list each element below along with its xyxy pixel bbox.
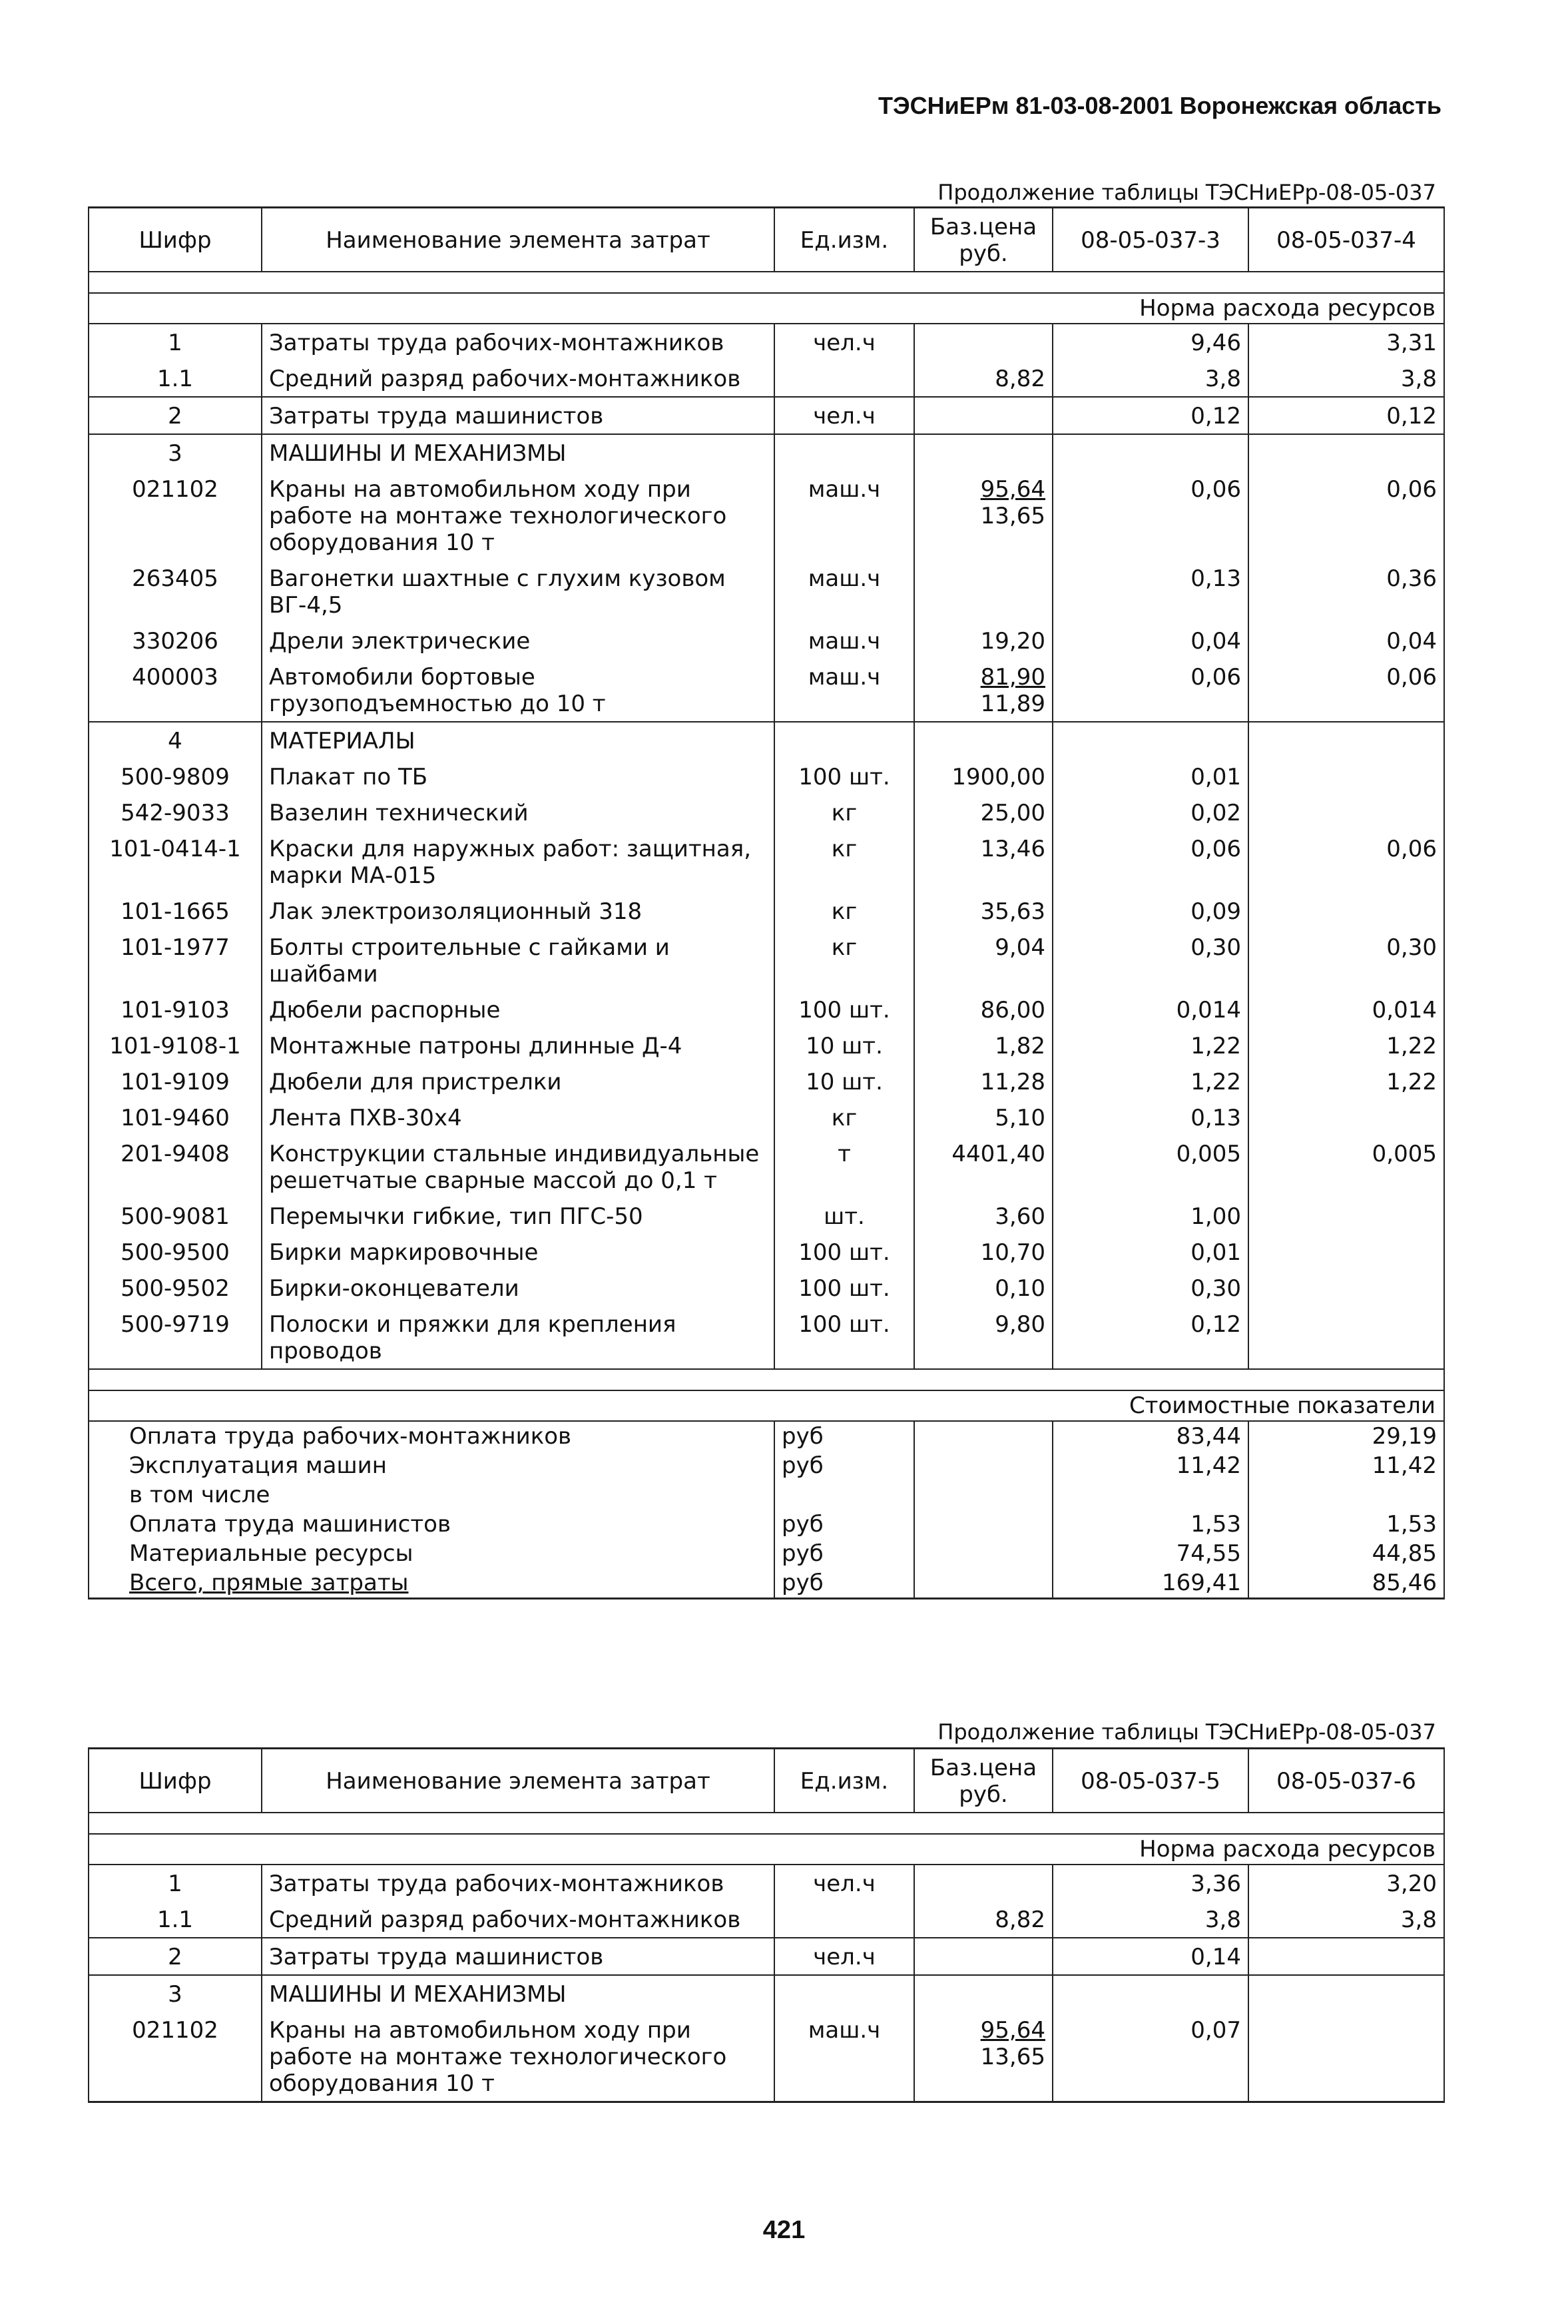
header-price: Баз.цена руб. <box>914 208 1053 272</box>
table-row <box>89 830 1444 893</box>
cost-price <box>914 1480 1053 1510</box>
cost-price <box>914 1510 1053 1539</box>
cell-unit: шт. <box>774 1198 914 1234</box>
cost-price <box>914 1539 1053 1568</box>
cost-unit: руб <box>774 1421 914 1451</box>
cell-col3: 0,13 <box>1053 1099 1248 1135</box>
cell-col3: 0,30 <box>1053 929 1248 992</box>
cell-name: Средний разряд рабочих-монтажников <box>262 1901 774 1938</box>
cell-col4 <box>1248 1234 1444 1270</box>
cell-col4 <box>1248 1198 1444 1234</box>
cell-code: 2 <box>89 1938 262 1975</box>
cost-row <box>89 1568 1444 1599</box>
cost-col3: 1,53 <box>1053 1510 1248 1539</box>
cell-unit: маш.ч <box>774 2012 914 2102</box>
cell-col4 <box>1248 1099 1444 1135</box>
cost-col3: 74,55 <box>1053 1539 1248 1568</box>
cell-unit: 10 шт. <box>774 1063 914 1099</box>
table-row <box>89 1865 1444 1901</box>
cost-row <box>89 1480 1444 1510</box>
cell-name: Вагонетки шахтные с глухим кузовом ВГ-4,5 <box>262 560 774 623</box>
cell-price <box>914 1865 1053 1901</box>
cell-col4: 3,20 <box>1248 1865 1444 1901</box>
cell-price: 19,20 <box>914 623 1053 659</box>
cell-name: Лента ПХВ-30x4 <box>262 1099 774 1135</box>
cost-col4 <box>1248 1480 1444 1510</box>
table-row <box>89 397 1444 434</box>
header-unit: Ед.изм. <box>774 1749 914 1813</box>
cell-code: 1 <box>89 1865 262 1901</box>
header-unit: Ед.изм. <box>774 208 914 272</box>
cell-unit: маш.ч <box>774 659 914 722</box>
table-row <box>89 1234 1444 1270</box>
cell-name: Полоски и пряжки для крепления проводов <box>262 1306 774 1369</box>
cell-code: 263405 <box>89 560 262 623</box>
cost-unit: руб <box>774 1451 914 1480</box>
cell-code: 400003 <box>89 659 262 722</box>
cell-code: 500-9500 <box>89 1234 262 1270</box>
cell-col4 <box>1248 434 1444 471</box>
cell-col4: 1,22 <box>1248 1027 1444 1063</box>
cell-code: 330206 <box>89 623 262 659</box>
cell-name: Вазелин технический <box>262 794 774 830</box>
cell-unit: 100 шт. <box>774 1270 914 1306</box>
table-row <box>89 1306 1444 1369</box>
cell-code: 500-9502 <box>89 1270 262 1306</box>
cell-price-machinist: 13,65 <box>980 2044 1045 2070</box>
cell-code: 500-9719 <box>89 1306 262 1369</box>
cell-unit: маш.ч <box>774 623 914 659</box>
cost-name: Эксплуатация машин <box>89 1451 774 1480</box>
cell-name: Затраты труда рабочих-монтажников <box>262 324 774 360</box>
cell-name: Болты строительные с гайками и шайбами <box>262 929 774 992</box>
header-col3: 08-05-037-5 <box>1053 1749 1248 1813</box>
cost-name: Оплата труда рабочих-монтажников <box>89 1421 774 1451</box>
cell-unit: 100 шт. <box>774 1306 914 1369</box>
blank-row <box>89 272 1444 293</box>
norm-section-label: Норма расхода ресурсов <box>89 293 1444 324</box>
cell-price-main: 95,64 <box>980 2017 1045 2044</box>
cell-col3: 3,8 <box>1053 360 1248 397</box>
cell-name: Конструкции стальные индивидуальные решетчатые сварные массой до 0,1 т <box>262 1135 774 1198</box>
cell-col3: 0,09 <box>1053 893 1248 929</box>
cell-code: 101-9108-1 <box>89 1027 262 1063</box>
cell-unit <box>774 1901 914 1938</box>
table1-continuation-label: Продолжение таблицы ТЭСНиЕРр-08-05-037 <box>937 180 1436 205</box>
cell-code: 4 <box>89 722 262 758</box>
cost-unit: руб <box>774 1539 914 1568</box>
table-row <box>89 1135 1444 1198</box>
cell-price: 0,10 <box>914 1270 1053 1306</box>
header-col4: 08-05-037-4 <box>1248 208 1444 272</box>
cell-col4 <box>1248 1306 1444 1369</box>
cell-code: 1.1 <box>89 360 262 397</box>
cell-code: 101-9460 <box>89 1099 262 1135</box>
cell-unit: чел.ч <box>774 397 914 434</box>
cell-col4: 0,06 <box>1248 659 1444 722</box>
cell-price <box>914 2012 1053 2102</box>
cost-col4: 85,46 <box>1248 1568 1444 1599</box>
cell-unit: маш.ч <box>774 560 914 623</box>
table-row <box>89 1099 1444 1135</box>
norm-section-label: Норма расхода ресурсов <box>89 1834 1444 1865</box>
cell-col4 <box>1248 1270 1444 1306</box>
cell-col3: 0,13 <box>1053 560 1248 623</box>
cell-col3: 0,14 <box>1053 1938 1248 1975</box>
cost-row <box>89 1539 1444 1568</box>
cell-price-machinist: 11,89 <box>980 691 1045 717</box>
cell-col4: 3,8 <box>1248 1901 1444 1938</box>
cost-unit: руб <box>774 1510 914 1539</box>
cell-col4: 0,06 <box>1248 471 1444 560</box>
table-row <box>89 659 1444 722</box>
cell-col4 <box>1248 794 1444 830</box>
cost-price <box>914 1568 1053 1599</box>
cell-col3: 9,46 <box>1053 324 1248 360</box>
cell-code: 1 <box>89 324 262 360</box>
cell-col3: 3,8 <box>1053 1901 1248 1938</box>
cell-col3: 0,07 <box>1053 2012 1248 2102</box>
table-row <box>89 893 1444 929</box>
cell-price: 35,63 <box>914 893 1053 929</box>
cost-unit <box>774 1480 914 1510</box>
cell-col3: 0,06 <box>1053 830 1248 893</box>
header-col3: 08-05-037-3 <box>1053 208 1248 272</box>
cell-name: Бирки маркировочные <box>262 1234 774 1270</box>
cell-unit: чел.ч <box>774 1865 914 1901</box>
cell-name: Бирки-оконцеватели <box>262 1270 774 1306</box>
cell-col3: 1,22 <box>1053 1027 1248 1063</box>
cell-col3 <box>1053 434 1248 471</box>
cell-name: МАШИНЫ И МЕХАНИЗМЫ <box>262 1975 774 2012</box>
cell-code: 021102 <box>89 2012 262 2102</box>
table-row <box>89 1938 1444 1975</box>
cell-price: 1900,00 <box>914 758 1053 794</box>
cell-col4: 1,22 <box>1248 1063 1444 1099</box>
cell-price: 1,82 <box>914 1027 1053 1063</box>
cell-name: Автомобили бортовые грузоподъемностью до 10 т <box>262 659 774 722</box>
header-price: Баз.цена руб. <box>914 1749 1053 1813</box>
cell-price: 8,82 <box>914 1901 1053 1938</box>
cell-name: Краны на автомобильном ходу при работе на монтаже технологического оборудования 10 т <box>262 471 774 560</box>
cell-price <box>914 324 1053 360</box>
table-row <box>89 1063 1444 1099</box>
cell-col4: 3,31 <box>1248 324 1444 360</box>
cell-unit <box>774 434 914 471</box>
cost-name: в том числе <box>89 1480 774 1510</box>
norm-section-row <box>89 1834 1444 1865</box>
header-code: Шифр <box>89 208 262 272</box>
table-row <box>89 794 1444 830</box>
cell-price: 4401,40 <box>914 1135 1053 1198</box>
cost-row <box>89 1451 1444 1480</box>
cell-price <box>914 397 1053 434</box>
cell-price: 10,70 <box>914 1234 1053 1270</box>
table-row <box>89 1901 1444 1938</box>
cost-row <box>89 1510 1444 1539</box>
cell-unit: 100 шт. <box>774 758 914 794</box>
cell-price: 86,00 <box>914 992 1053 1027</box>
cell-code: 201-9408 <box>89 1135 262 1198</box>
cell-name: Затраты труда машинистов <box>262 397 774 434</box>
cell-name: МАШИНЫ И МЕХАНИЗМЫ <box>262 434 774 471</box>
cell-name: Затраты труда рабочих-монтажников <box>262 1865 774 1901</box>
cell-unit: кг <box>774 893 914 929</box>
cell-code: 3 <box>89 434 262 471</box>
header-name: Наименование элемента затрат <box>262 208 774 272</box>
cost-row <box>89 1421 1444 1451</box>
table-row <box>89 722 1444 758</box>
blank-row <box>89 1813 1444 1834</box>
cell-price: 25,00 <box>914 794 1053 830</box>
table-row <box>89 471 1444 560</box>
cell-col3: 0,06 <box>1053 471 1248 560</box>
cost-col4: 29,19 <box>1248 1421 1444 1451</box>
table2 <box>88 1747 1445 2103</box>
cell-price: 9,80 <box>914 1306 1053 1369</box>
page-header: ТЭСНиЕРм 81-03-08-2001 Воронежская область <box>878 92 1441 119</box>
cost-col3: 83,44 <box>1053 1421 1248 1451</box>
cell-col3: 0,005 <box>1053 1135 1248 1198</box>
cell-code: 542-9033 <box>89 794 262 830</box>
norm-section-row <box>89 293 1444 324</box>
cell-code: 021102 <box>89 471 262 560</box>
cell-name: Лак электроизоляционный 318 <box>262 893 774 929</box>
cell-col3: 0,02 <box>1053 794 1248 830</box>
cell-col3 <box>1053 1975 1248 2012</box>
table1-header-row <box>89 208 1444 272</box>
cell-name: Затраты труда машинистов <box>262 1938 774 1975</box>
cell-col4: 0,36 <box>1248 560 1444 623</box>
cell-price-machinist: 13,65 <box>980 503 1045 529</box>
cell-col3: 0,30 <box>1053 1270 1248 1306</box>
cell-col4 <box>1248 893 1444 929</box>
cell-name: Перемычки гибкие, тип ПГС-50 <box>262 1198 774 1234</box>
table-row <box>89 623 1444 659</box>
cost-section-label: Стоимостные показатели <box>89 1390 1444 1421</box>
cell-col4: 0,12 <box>1248 397 1444 434</box>
table-row <box>89 324 1444 360</box>
cell-code: 101-9103 <box>89 992 262 1027</box>
cell-col3: 0,01 <box>1053 1234 1248 1270</box>
page-number: 421 <box>762 2216 806 2244</box>
table-row <box>89 992 1444 1027</box>
cost-section-row <box>89 1390 1444 1421</box>
cell-col4 <box>1248 722 1444 758</box>
cost-name: Всего, прямые затраты <box>89 1568 774 1599</box>
cell-unit <box>774 722 914 758</box>
cell-code: 101-9109 <box>89 1063 262 1099</box>
cost-col4: 44,85 <box>1248 1539 1444 1568</box>
cell-name: МАТЕРИАЛЫ <box>262 722 774 758</box>
cost-name: Оплата труда машинистов <box>89 1510 774 1539</box>
cell-name: Плакат по ТБ <box>262 758 774 794</box>
cost-col3: 11,42 <box>1053 1451 1248 1480</box>
cell-col4 <box>1248 2012 1444 2102</box>
cell-col3: 0,04 <box>1053 623 1248 659</box>
cell-price: 11,28 <box>914 1063 1053 1099</box>
cell-code: 101-0414-1 <box>89 830 262 893</box>
cell-col4 <box>1248 758 1444 794</box>
cell-name: Дюбели для пристрелки <box>262 1063 774 1099</box>
cell-col4: 0,04 <box>1248 623 1444 659</box>
cell-name: Средний разряд рабочих-монтажников <box>262 360 774 397</box>
cell-price <box>914 471 1053 560</box>
cell-unit: 100 шт. <box>774 1234 914 1270</box>
cell-name: Дрели электрические <box>262 623 774 659</box>
table2-header-row <box>89 1749 1444 1813</box>
blank-row <box>89 1369 1444 1390</box>
cell-name: Краны на автомобильном ходу при работе на монтаже технологического оборудования 10 т <box>262 2012 774 2102</box>
cost-price <box>914 1421 1053 1451</box>
cell-price-main: 81,90 <box>980 664 1045 691</box>
cell-unit: чел.ч <box>774 1938 914 1975</box>
cell-col3: 0,06 <box>1053 659 1248 722</box>
cell-unit: кг <box>774 929 914 992</box>
cell-unit: 100 шт. <box>774 992 914 1027</box>
cost-col4: 1,53 <box>1248 1510 1444 1539</box>
cell-unit: т <box>774 1135 914 1198</box>
cell-col3: 0,01 <box>1053 758 1248 794</box>
cell-code: 3 <box>89 1975 262 2012</box>
cell-unit: 10 шт. <box>774 1027 914 1063</box>
cell-code: 1.1 <box>89 1901 262 1938</box>
cost-col3: 169,41 <box>1053 1568 1248 1599</box>
cell-col3 <box>1053 722 1248 758</box>
cell-price <box>914 434 1053 471</box>
cell-col3: 1,22 <box>1053 1063 1248 1099</box>
cell-code: 2 <box>89 397 262 434</box>
cell-price <box>914 659 1053 722</box>
cell-price: 9,04 <box>914 929 1053 992</box>
cell-price <box>914 560 1053 623</box>
header-code: Шифр <box>89 1749 262 1813</box>
cell-code: 101-1977 <box>89 929 262 992</box>
cell-col4 <box>1248 1975 1444 2012</box>
cost-name: Материальные ресурсы <box>89 1539 774 1568</box>
cell-col4 <box>1248 1938 1444 1975</box>
cell-price-main: 95,64 <box>980 476 1045 503</box>
header-name: Наименование элемента затрат <box>262 1749 774 1813</box>
cell-unit: кг <box>774 1099 914 1135</box>
cell-price: 3,60 <box>914 1198 1053 1234</box>
table-row <box>89 360 1444 397</box>
cell-code: 101-1665 <box>89 893 262 929</box>
cell-code: 500-9081 <box>89 1198 262 1234</box>
cell-col3: 1,00 <box>1053 1198 1248 1234</box>
table-row <box>89 1975 1444 2012</box>
cost-unit: руб <box>774 1568 914 1599</box>
cell-col3: 0,12 <box>1053 397 1248 434</box>
cell-col4: 0,005 <box>1248 1135 1444 1198</box>
cell-col4: 0,30 <box>1248 929 1444 992</box>
table-row <box>89 1270 1444 1306</box>
table1 <box>88 206 1445 1599</box>
table-row <box>89 434 1444 471</box>
cell-col4: 0,014 <box>1248 992 1444 1027</box>
cost-col3 <box>1053 1480 1248 1510</box>
table-row <box>89 2012 1444 2102</box>
cell-col3: 3,36 <box>1053 1865 1248 1901</box>
table-row <box>89 560 1444 623</box>
cell-name: Краски для наружных работ: защитная, марки МА-015 <box>262 830 774 893</box>
table-row <box>89 1198 1444 1234</box>
cell-price <box>914 722 1053 758</box>
cell-price <box>914 1975 1053 2012</box>
cell-name: Дюбели распорные <box>262 992 774 1027</box>
cost-price <box>914 1451 1053 1480</box>
cell-unit <box>774 1975 914 2012</box>
cost-col4: 11,42 <box>1248 1451 1444 1480</box>
cell-col3: 0,014 <box>1053 992 1248 1027</box>
cell-code: 500-9809 <box>89 758 262 794</box>
table-row <box>89 758 1444 794</box>
cell-col4: 3,8 <box>1248 360 1444 397</box>
cell-unit: кг <box>774 794 914 830</box>
cell-price: 13,46 <box>914 830 1053 893</box>
cell-price: 5,10 <box>914 1099 1053 1135</box>
cell-unit: кг <box>774 830 914 893</box>
cell-col4: 0,06 <box>1248 830 1444 893</box>
cell-name: Монтажные патроны длинные Д-4 <box>262 1027 774 1063</box>
cell-col3: 0,12 <box>1053 1306 1248 1369</box>
header-col4: 08-05-037-6 <box>1248 1749 1444 1813</box>
cell-unit: маш.ч <box>774 471 914 560</box>
table-row <box>89 1027 1444 1063</box>
cell-price: 8,82 <box>914 360 1053 397</box>
table2-continuation-label: Продолжение таблицы ТЭСНиЕРр-08-05-037 <box>937 1719 1436 1745</box>
cell-price <box>914 1938 1053 1975</box>
cell-unit: чел.ч <box>774 324 914 360</box>
cell-unit <box>774 360 914 397</box>
table-row <box>89 929 1444 992</box>
